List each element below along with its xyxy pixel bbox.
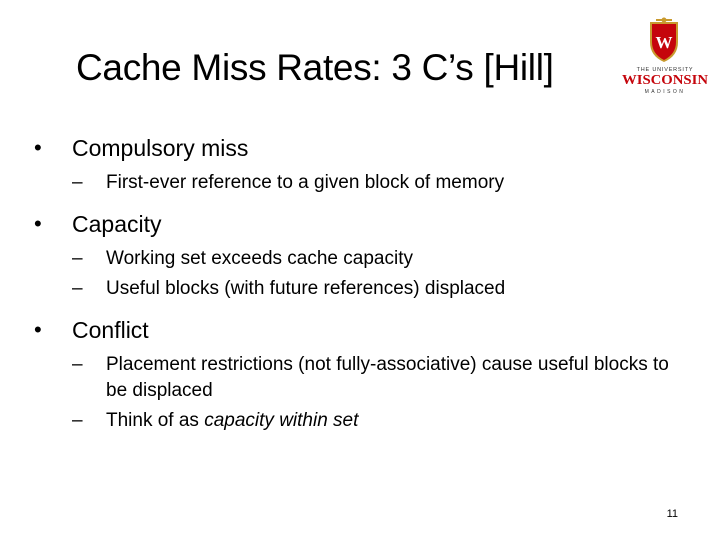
- bullet-label: Compulsory miss: [72, 135, 249, 161]
- bullet-dot-icon: •: [34, 317, 42, 342]
- sub-bullet: [72, 352, 690, 404]
- dash-icon: –: [72, 354, 83, 375]
- sub-bullet-text-prefix: Think of as: [106, 410, 205, 431]
- sub-bullet: [72, 246, 690, 272]
- sub-bullet-emphasis: capacity within set: [204, 410, 359, 431]
- sub-bullet-text: First-ever reference to a given block of memory: [106, 172, 505, 193]
- slide-title: Cache Miss Rates: 3 C’s [Hill]: [76, 47, 554, 88]
- sub-bullet-text: Useful blocks (with future references) displaced: [106, 278, 506, 299]
- dash-icon: –: [72, 248, 83, 269]
- sub-bullet: [72, 276, 690, 302]
- crest-icon: [620, 16, 712, 98]
- svg-text:W: W: [655, 33, 673, 52]
- svg-text:THE UNIVERSITY: THE UNIVERSITY: [636, 67, 694, 73]
- sub-bullet-text: Placement restrictions (not fully-associative) cause useful blocks to be displaced: [106, 354, 669, 401]
- bullet-label: Capacity: [72, 211, 162, 237]
- dash-icon: –: [72, 410, 83, 431]
- sub-bullet-text: Working set exceeds cache capacity: [106, 248, 413, 269]
- university-logo: [620, 16, 712, 98]
- bullet-dot-icon: •: [34, 211, 42, 236]
- dash-icon: –: [72, 278, 83, 299]
- svg-text:MADISON: MADISON: [644, 89, 686, 95]
- bullet-dot-icon: •: [34, 135, 42, 160]
- bullet-label: Conflict: [72, 317, 149, 343]
- sub-bullet: [72, 170, 690, 196]
- page-number: 11: [666, 508, 678, 520]
- dash-icon: –: [72, 172, 83, 193]
- svg-text:WISCONSIN: WISCONSIN: [622, 73, 708, 88]
- sub-bullet: [72, 408, 690, 434]
- bullet-capacity: [30, 208, 690, 302]
- bullet-compulsory: [30, 132, 690, 196]
- bullet-conflict: [30, 314, 690, 434]
- bullet-list: [30, 132, 690, 446]
